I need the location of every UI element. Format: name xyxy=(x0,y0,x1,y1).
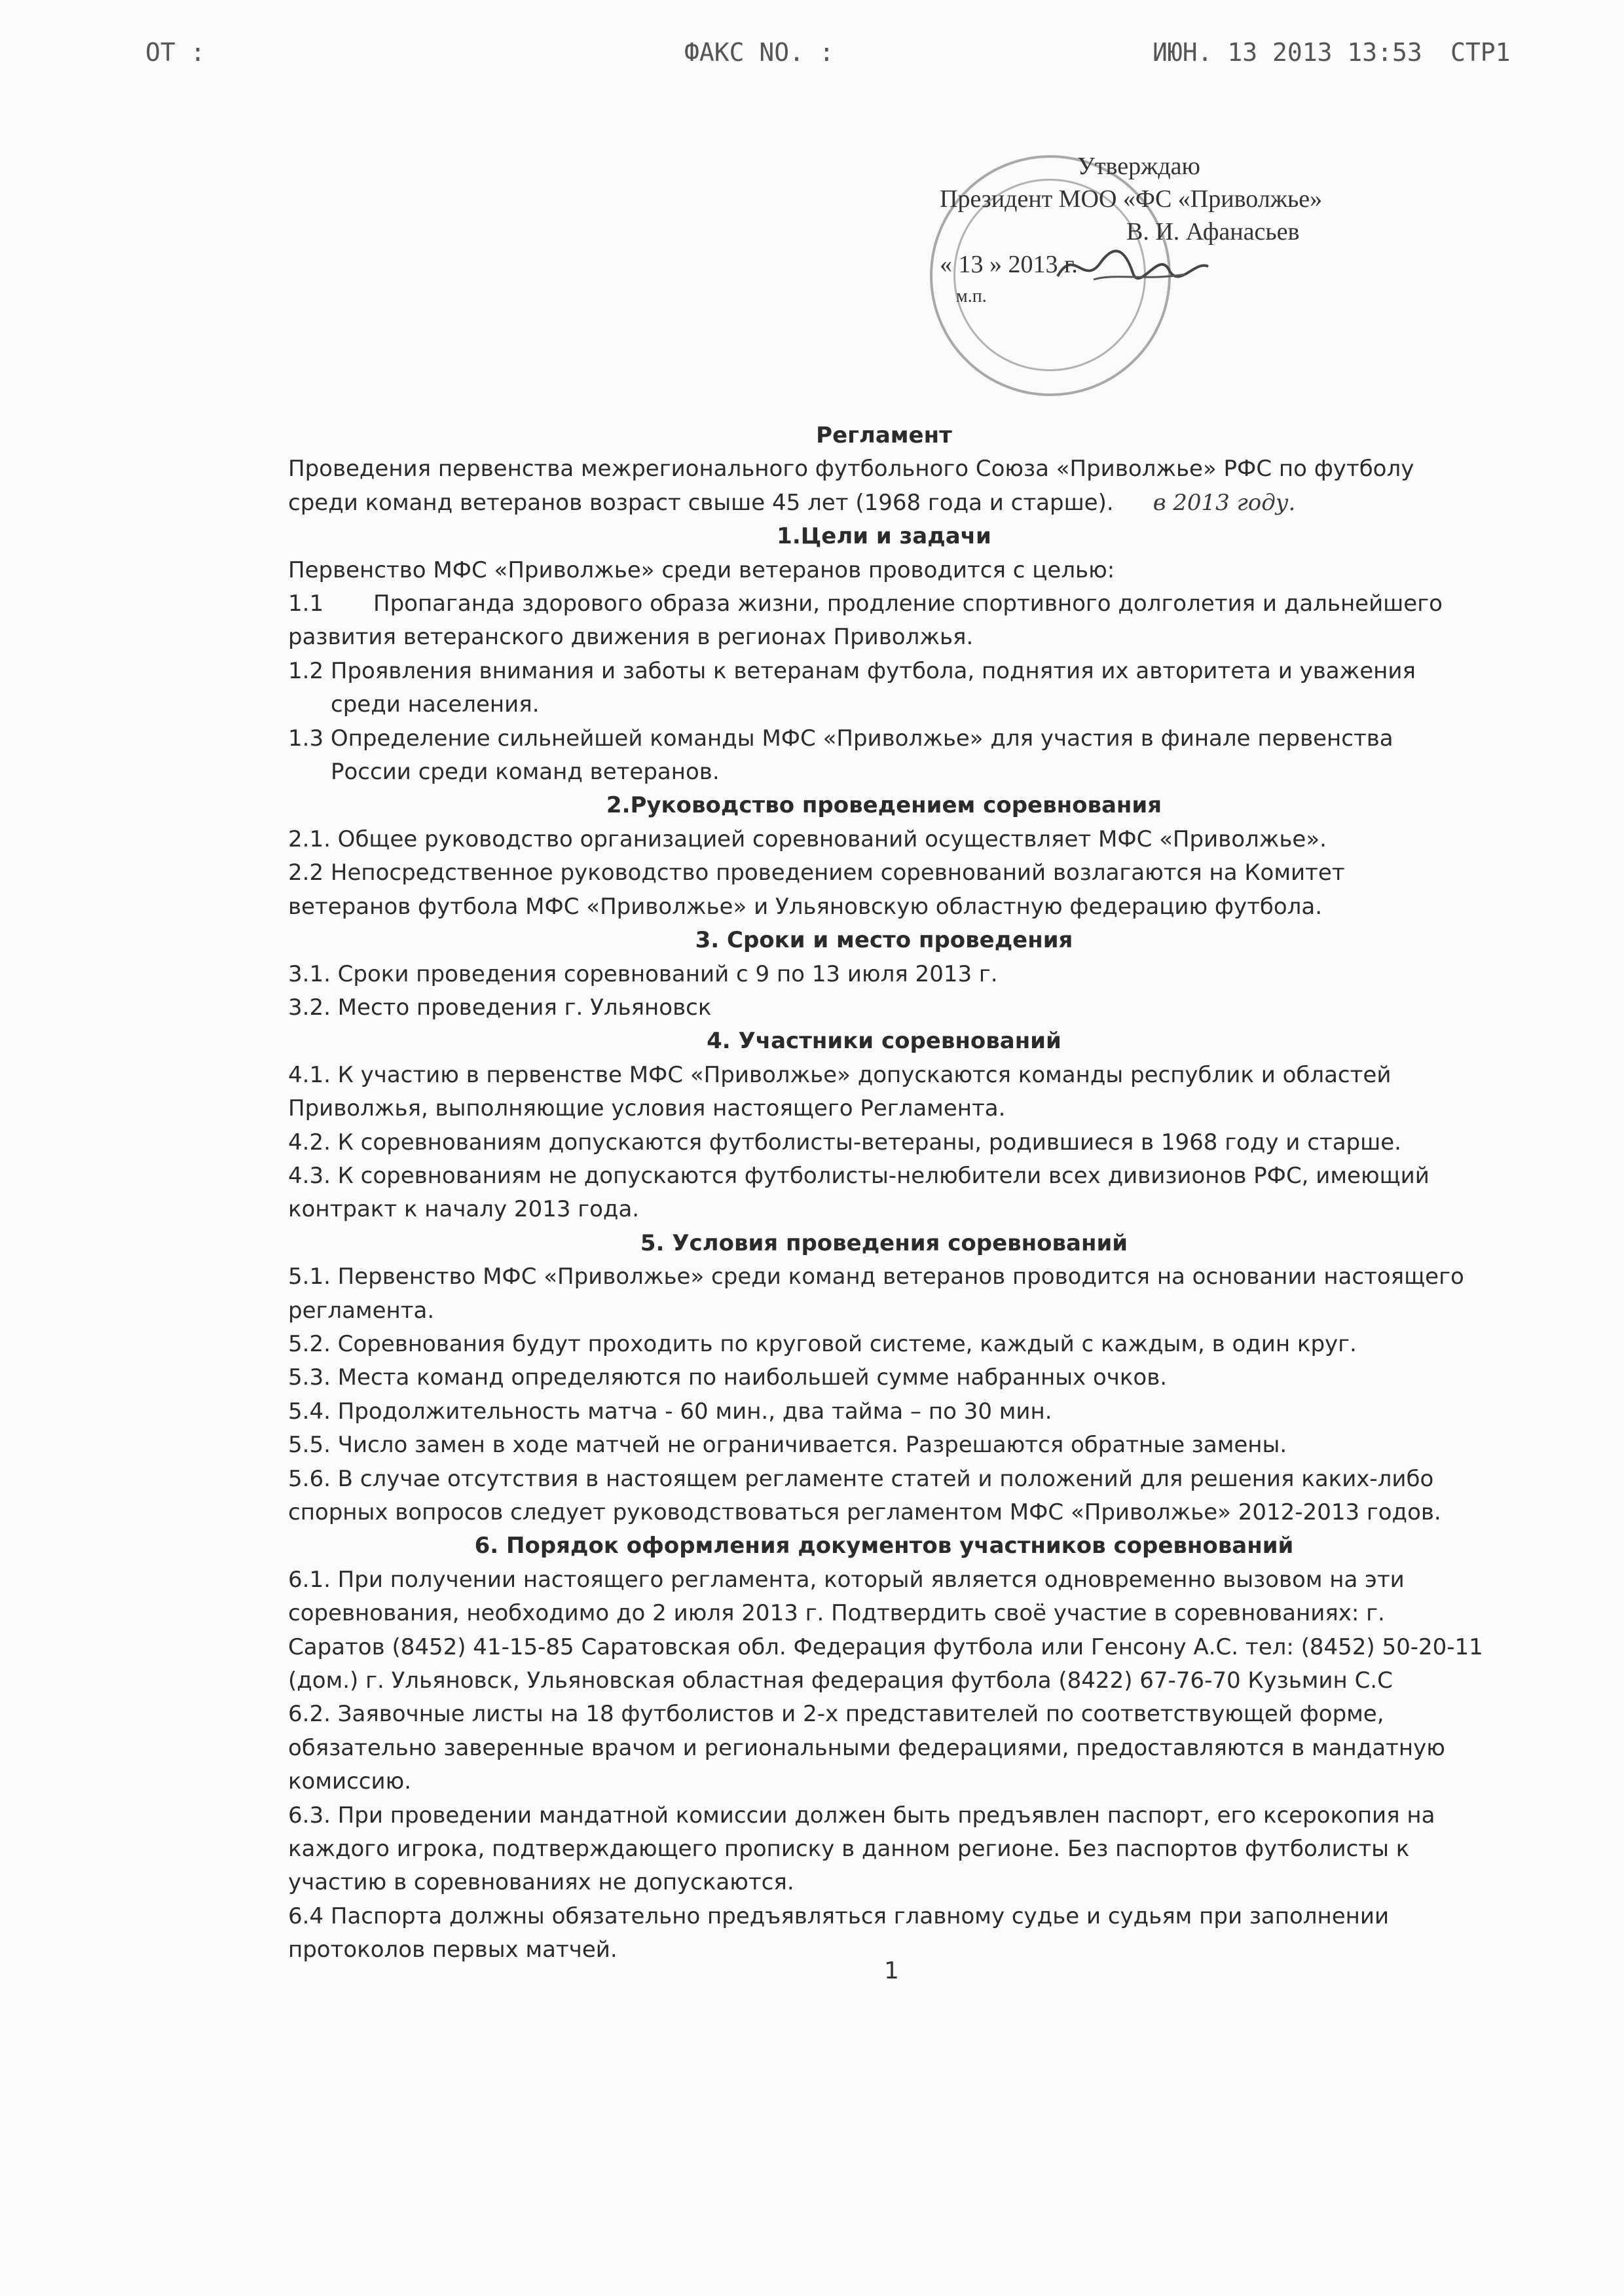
clause-text: Пропаганда здорового образа жизни, продление спортивного долголетия и дальнейшего xyxy=(373,591,1443,617)
approval-date: « 13 » 2013 г. xyxy=(940,251,1078,278)
section-line: 1.2 Проявления внимания и заботы к ветеранам футбола, поднятия их авторитета и уважения xyxy=(288,657,1416,684)
section-line: обязательно заверенные врачом и региональными федерациями, предоставляются в мандатную xyxy=(288,1734,1445,1761)
section-line: Саратов (8452) 41-15-85 Саратовская обл. Федерация футбола или Генсону А.С. тел: (8452) 50-20-11 xyxy=(288,1633,1483,1660)
section-line: 3.2. Место проведения г. Ульяновск xyxy=(288,994,712,1021)
approval-signatory: В. И. Афанасьев xyxy=(1126,218,1300,246)
section-line: 5.1. Первенство МФС «Приволжье» среди команд ветеранов проводится на основании настоящего xyxy=(288,1264,1464,1290)
section-line: 4.3. К соревнованиям не допускаются футболисты-нелюбители всех дивизионов РФС, имеющий xyxy=(288,1162,1430,1189)
section-line: спорных вопросов следует руководствоваться регламентом МФС «Приволжье» 2012-2013 годов. xyxy=(288,1499,1441,1525)
section-line: России среди команд ветеранов. xyxy=(331,759,720,786)
document-sections xyxy=(288,520,1483,1967)
section-heading: 4. Участники соревнований xyxy=(707,1028,1061,1055)
document-subtitle-line1: Проведения первенства межрегионального футбольного Союза «Приволжье» РФС по футболу xyxy=(288,456,1414,483)
section-line: 5.4. Продолжительность матча - 60 мин., два тайма – по 30 мин. xyxy=(288,1398,1052,1425)
section-line: соревнования, необходимо до 2 июля 2013 г. Подтвердить своё участие в соревнованиях: г. xyxy=(288,1600,1385,1627)
document-body xyxy=(288,419,1483,1967)
section-line: 4.2. К соревнованиям допускаются футболисты-ветераны, родившиеся в 1968 году и старше. xyxy=(288,1129,1401,1156)
section-line: 6.2. Заявочные листы на 18 футболистов и 2-х представителей по соответствующей форме, xyxy=(288,1701,1384,1728)
section-line: Приволжья, выполняющие условия настоящего Регламента. xyxy=(288,1095,1006,1122)
document-title: Регламент xyxy=(816,422,952,448)
fax-header xyxy=(0,38,1624,77)
section-line: участию в соревнованиях не допускаются. xyxy=(288,1869,794,1896)
page-number: 1 xyxy=(884,1958,899,1984)
section-line: регламента. xyxy=(288,1297,435,1324)
fax-number-label: ФАКС NO. : xyxy=(684,38,834,67)
section-line: контракт к началу 2013 года. xyxy=(288,1196,640,1223)
section-line: ветеранов футбола МФС «Приволжье» и Ульяновскую областную федерацию футбола. xyxy=(288,893,1323,920)
approval-approve-line: Утверждаю xyxy=(1077,153,1200,180)
document-subtitle-text: среди команд ветеранов возраст свыше 45 лет (1968 года и старше). xyxy=(288,489,1114,516)
section-heading: 1.Цели и задачи xyxy=(777,523,991,550)
stamp-label: м.п. xyxy=(956,286,987,306)
section-heading: 3. Сроки и место проведения xyxy=(695,927,1073,954)
clause-number: 1.1 xyxy=(288,591,324,617)
handwritten-note: в 2013 году. xyxy=(1153,489,1296,516)
section-line xyxy=(288,587,1480,621)
section-line: 4.1. К участию в первенстве МФС «Приволжье» допускаются команды республик и областей xyxy=(288,1061,1392,1088)
section-line: 5.3. Места команд определяются по наибольшей сумме набранных очков. xyxy=(288,1364,1168,1391)
section-line: комиссию. xyxy=(288,1768,411,1795)
approval-block xyxy=(930,152,1414,401)
fax-from-label: ОТ : xyxy=(145,38,206,67)
section-line: 5.5. Число замен в ходе матчей не ограничивается. Разрешаются обратные замены. xyxy=(288,1432,1287,1459)
approval-position: Президент МОО «ФС «Приволжье» xyxy=(940,185,1323,213)
section-line: 5.2. Соревнования будут проходить по круговой системе, каждый с каждым, в один круг. xyxy=(288,1330,1357,1357)
signature xyxy=(1054,240,1211,293)
section-line: каждого игрока, подтверждающего прописку в данном регионе. Без паспортов футболисты к xyxy=(288,1836,1410,1863)
section-heading: 6. Порядок оформления документов участников соревнований xyxy=(474,1533,1294,1559)
section-line: 6.1. При получении настоящего регламента, который является одновременно вызовом на эти xyxy=(288,1566,1405,1593)
section-line: 1.3 Определение сильнейшей команды МФС «Приволжье» для участия в финале первенства xyxy=(288,725,1393,752)
section-line: среди населения. xyxy=(331,691,540,718)
section-line: 5.6. В случае отсутствия в настоящем регламенте статей и положений для решения каких-либо xyxy=(288,1465,1434,1492)
section-heading: 5. Условия проведения соревнований xyxy=(640,1230,1128,1256)
section-heading: 2.Руководство проведением соревнования xyxy=(606,792,1162,819)
section-line: Первенство МФС «Приволжье» среди ветеранов проводится с целью: xyxy=(288,556,1115,583)
section-line: 2.1. Общее руководство организацией соревнований осуществляет МФС «Приволжье». xyxy=(288,826,1327,852)
fax-page-label: СТР1 xyxy=(1450,38,1511,67)
section-line: 6.4 Паспорта должны обязательно предъявляться главному судье и судьям при заполнении xyxy=(288,1903,1390,1929)
fax-timestamp: ИЮН. 13 2013 13:53 xyxy=(1153,38,1422,67)
section-line: 2.2 Непосредственное руководство проведением соревнований возлагаются на Комитет xyxy=(288,860,1345,886)
section-line: протоколов первых матчей. xyxy=(288,1937,618,1963)
section-line: 6.3. При проведении мандатной комиссии должен быть предъявлен паспорт, его ксерокопия на xyxy=(288,1802,1435,1829)
section-line: (дом.) г. Ульяновск, Ульяновская областная федерация футбола (8422) 67-76-70 Кузьмин С.С xyxy=(288,1667,1393,1694)
section-line: 3.1. Сроки проведения соревнований с 9 по 13 июля 2013 г. xyxy=(288,960,998,987)
section-line: развития ветеранского движения в регионах Приволжья. xyxy=(288,624,974,651)
document-subtitle-line2 xyxy=(288,486,1480,520)
